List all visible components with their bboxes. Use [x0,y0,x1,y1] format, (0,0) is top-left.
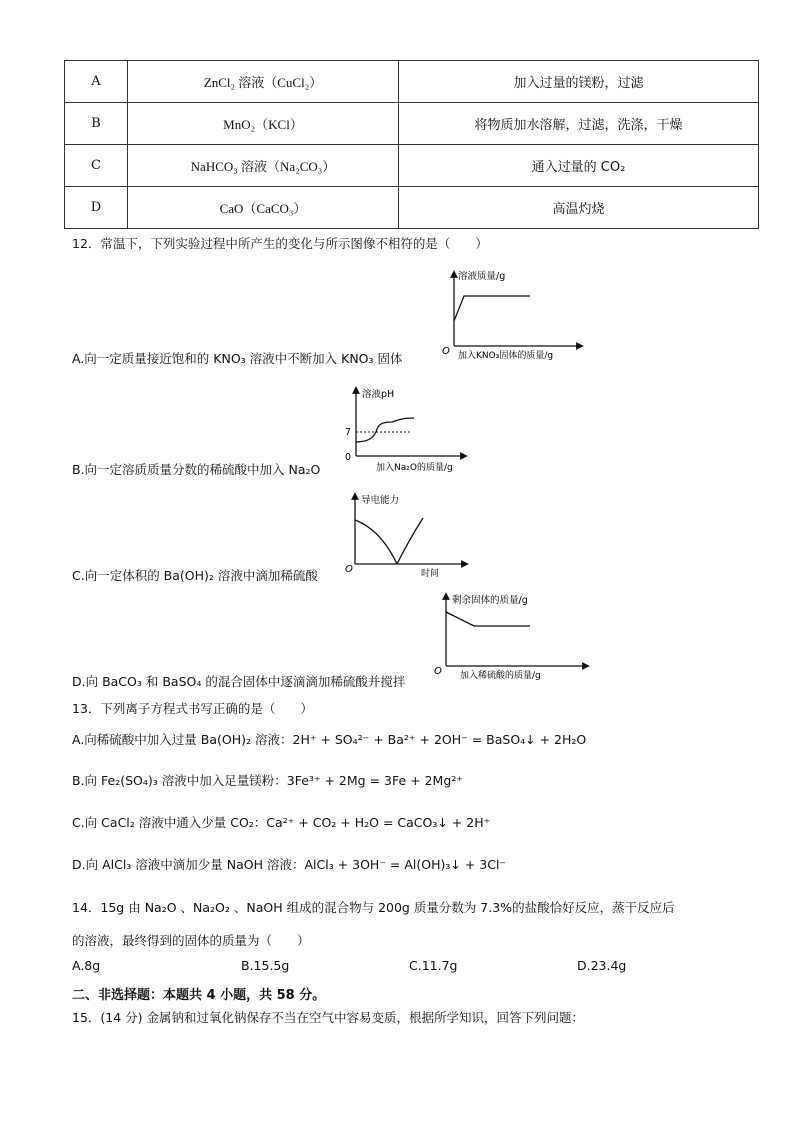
row-label: D [65,187,128,229]
y-axis-label: 溶液pH [362,389,395,400]
q12-option-b: B.向一定溶质质量分数的稀硫酸中加入 Na₂O [72,462,321,477]
x-axis-label: 时间 [421,569,440,579]
row-label: B [65,103,128,145]
q13-option-a: A.向稀硫酸中加入过量 Ba(OH)₂ 溶液：2H⁺ + SO₄²⁻ + Ba²⁺ + 2OH⁻ = BaSO₄↓ + 2H₂O [72,732,587,747]
row-substance: MnO₂（KCl） [128,103,399,145]
q12-option-a: A.向一定质量接近饱和的 KNO₃ 溶液中不断加入 KNO₃ 固体 [72,351,403,366]
q14-option-d: D.23.4g [577,958,627,973]
origin-label: O [345,564,353,575]
y-axis-label: 溶液质量/g [458,271,506,282]
row-label: A [65,61,128,103]
q14-option-c: C.11.7g [409,958,458,973]
table-row [65,103,759,145]
row-method: 将物质加水溶解，过滤，洗涤，干燥 [399,103,759,145]
row-substance: NaHCO₃ 溶液（Na₂CO₃） [128,145,399,187]
table-row [65,145,759,187]
q13-option-d: D.向 AlCl₃ 溶液中滴加少量 NaOH 溶液：AlCl₃ + 3OH⁻ = Al(OH)₃↓ + 3Cl⁻ [72,857,507,872]
q12-option-d: D.向 BaCO₃ 和 BaSO₄ 的混合固体中逐滴滴加稀硫酸并搅拌 [72,674,406,689]
q15-stem: 15．(14 分) 金属钠和过氧化钠保存不当在空气中容易变质，根据所学知识，回答下列问题： [72,1010,585,1025]
option-table [64,60,759,229]
row-method: 通入过量的 CO₂ [399,145,759,187]
q14-option-b: B.15.5g [241,958,290,973]
graph-b [340,384,470,476]
row-label: C [65,145,128,187]
row-substance: CaO（CaCO₃） [128,187,399,229]
section-heading: 二、非选择题：本题共 4 小题，共 58 分。 [72,988,326,1003]
tick-7: 7 [345,427,352,438]
row-substance: ZnCl₂ 溶液（CuCl₂） [128,61,399,103]
q13-stem: 13．下列离子方程式书写正确的是（ ） [72,701,313,716]
curve-increase [397,518,423,564]
row-method: 加入过量的镁粉，过滤 [399,61,759,103]
curve [454,296,530,321]
q13-option-c: C.向 CaCl₂ 溶液中通入少量 CO₂：Ca²⁺ + CO₂ + H₂O = CaCO₃↓ + 2H⁺ [72,815,491,830]
q12-option-c: C.向一定体积的 Ba(OH)₂ 溶液中滴加稀硫酸 [72,568,318,583]
q14-line-2: 的溶液，最终得到的固体的质量为（ ） [72,933,310,948]
q14-line-1: 14．15g 由 Na₂O 、Na₂O₂ 、NaOH 组成的混合物与 200g 质量分数为 7.3%的盐酸恰好反应，蒸干反应后 [72,900,675,915]
x-axis-label: 加入KNO₃固体的质量/g [458,351,554,361]
table-row [65,61,759,103]
q14-option-a: A.8g [72,958,101,973]
y-axis-label: 剩余固体的质量/g [452,595,528,606]
graph-c [345,490,475,580]
graph-d [434,592,594,684]
curve [356,418,414,442]
q13-option-b: B.向 Fe₂(SO₄)₃ 溶液中加入足量镁粉：3Fe³⁺ + 2Mg = 3Fe + 2Mg²⁺ [72,773,463,788]
table-row [65,187,759,229]
graph-a [440,266,590,362]
y-axis-label: 导电能力 [361,495,400,506]
x-axis-label: 加入稀硫酸的质量/g [460,671,541,681]
origin-label: O [442,346,450,357]
x-axis-label: 加入Na₂O的质量/g [376,463,453,473]
origin-label: 0 [345,452,352,463]
origin-label: O [434,666,442,677]
row-method: 高温灼烧 [399,187,759,229]
q12-stem: 12．常温下，下列实验过程中所产生的变化与所示图像不相符的是（ ） [72,236,488,251]
curve [446,612,530,626]
curve-decrease [355,520,397,564]
